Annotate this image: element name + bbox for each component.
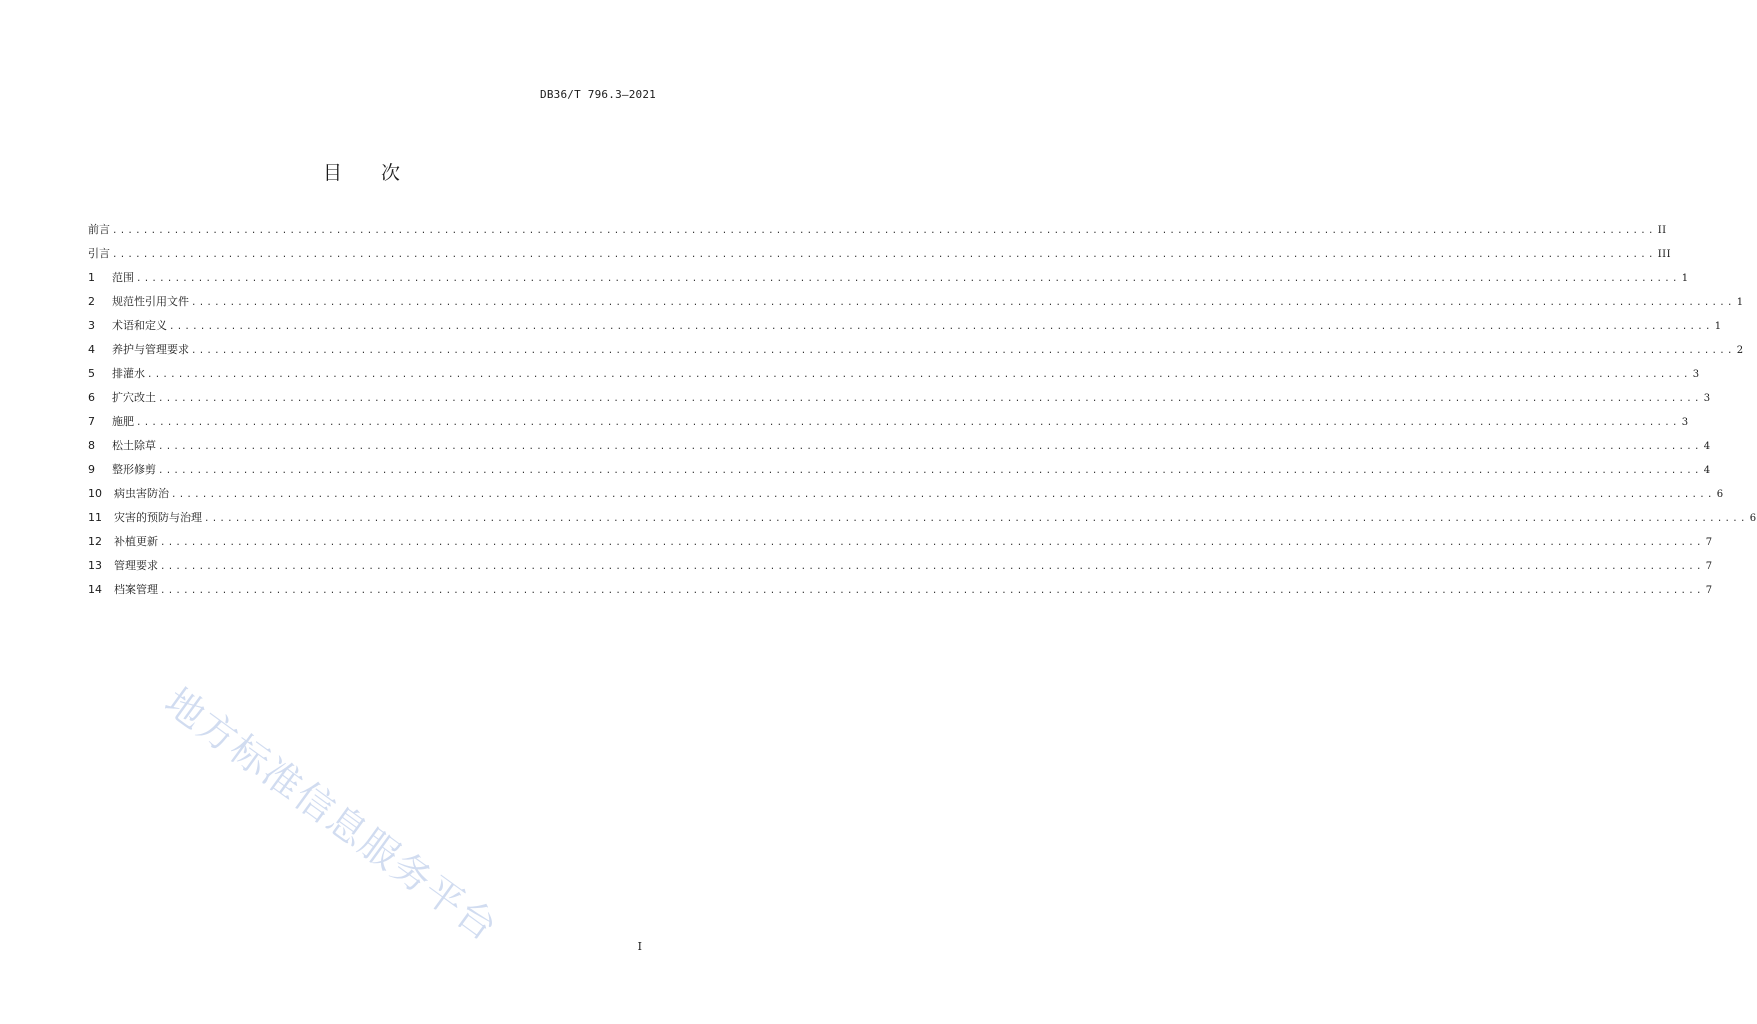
toc-leader-dots: ........................................................................................................................................................................................................	[160, 586, 1704, 596]
toc-entry-number: 6	[88, 391, 95, 404]
toc-entry-label: 灾害的预防与治理	[114, 511, 202, 524]
toc-entry-page: 6	[1749, 513, 1757, 524]
toc-leader-dots: ........................................................................................................................................................................................................	[158, 394, 1702, 404]
toc-entry-page: 1	[1714, 321, 1722, 332]
toc-leader-dots: ........................................................................................................................................................................................................	[147, 370, 1691, 380]
toc-entry-label: 养护与管理要求	[112, 343, 189, 356]
toc-entry-number: 3	[88, 319, 95, 332]
toc-entry-label: 排灌水	[112, 367, 145, 380]
toc-entry[interactable]	[88, 338, 1744, 362]
toc-entry[interactable]	[88, 554, 1713, 578]
toc-entry-label: 松土除草	[112, 439, 156, 452]
document-code: DB36/T 796.3—2021	[540, 88, 656, 101]
toc-leader-dots: ........................................................................................................................................................................................................	[169, 322, 1713, 332]
toc-entry-number: 14	[88, 583, 102, 596]
toc-entry[interactable]	[88, 578, 1713, 602]
toc-entry-number: 2	[88, 295, 95, 308]
toc-entry-number: 1	[88, 271, 95, 284]
toc-entry[interactable]	[88, 434, 1711, 458]
toc-entry-label: 施肥	[112, 415, 134, 428]
title-char-1: 目	[322, 162, 343, 184]
toc-entry-label: 前言	[88, 223, 110, 236]
toc-entry-number: 7	[88, 415, 95, 428]
toc-entry-number: 12	[88, 535, 102, 548]
toc-entry-label: 病虫害防治	[114, 487, 169, 500]
toc-entry-label: 管理要求	[114, 559, 158, 572]
toc-entry[interactable]	[88, 386, 1711, 410]
toc-leader-dots: ........................................................................................................................................................................................................	[158, 466, 1702, 476]
toc-entry-page: 7	[1705, 585, 1713, 596]
title-char-2: 次	[381, 162, 402, 184]
toc-entry-page: 4	[1703, 441, 1711, 452]
toc-entry-page: 7	[1705, 537, 1713, 548]
toc-leader-dots: ........................................................................................................................................................................................................	[191, 298, 1735, 308]
toc-entry-label: 规范性引用文件	[112, 295, 189, 308]
toc-entry-label: 扩穴改土	[112, 391, 156, 404]
toc-entry-number: 13	[88, 559, 102, 572]
toc-entry[interactable]	[88, 530, 1713, 554]
toc-entry-label: 范围	[112, 271, 134, 284]
toc-entry[interactable]	[88, 482, 1724, 506]
toc-entry-label: 引言	[88, 247, 110, 260]
toc-entry-label: 整形修剪	[112, 463, 156, 476]
toc-leader-dots: ........................................................................................................................................................................................................	[171, 490, 1715, 500]
page-number: I	[637, 940, 642, 953]
page-title	[0, 158, 724, 185]
toc-entry[interactable]	[88, 242, 1672, 266]
toc-leader-dots: ........................................................................................................................................................................................................	[136, 274, 1680, 284]
toc-entry-page: 1	[1736, 297, 1744, 308]
toc-entry-page: 1	[1681, 273, 1689, 284]
toc-entry[interactable]	[88, 218, 1667, 242]
toc-entry[interactable]	[88, 290, 1744, 314]
toc-entry-label: 补植更新	[114, 535, 158, 548]
toc-entry-page: 2	[1736, 345, 1744, 356]
toc-entry-number: 5	[88, 367, 95, 380]
toc-entry-page: 3	[1681, 417, 1689, 428]
toc-entry-number: 10	[88, 487, 102, 500]
toc-entry-number: 4	[88, 343, 95, 356]
toc-leader-dots: ........................................................................................................................................................................................................	[158, 442, 1702, 452]
table-of-contents	[88, 218, 1757, 602]
toc-entry-page: 3	[1692, 369, 1700, 380]
toc-entry[interactable]	[88, 506, 1757, 530]
toc-entry-page: 7	[1705, 561, 1713, 572]
toc-entry-page: 6	[1716, 489, 1724, 500]
toc-entry-page: II	[1657, 225, 1667, 236]
toc-entry-number: 11	[88, 511, 102, 524]
toc-leader-dots: ........................................................................................................................................................................................................	[136, 418, 1680, 428]
toc-entry[interactable]	[88, 410, 1689, 434]
toc-entry[interactable]	[88, 458, 1711, 482]
toc-entry-page: 3	[1703, 393, 1711, 404]
toc-entry-page: III	[1657, 249, 1672, 260]
toc-leader-dots: ........................................................................................................................................................................................................	[191, 346, 1735, 356]
toc-entry-page: 4	[1703, 465, 1711, 476]
toc-entry[interactable]	[88, 362, 1700, 386]
toc-leader-dots: ........................................................................................................................................................................................................	[160, 538, 1704, 548]
toc-leader-dots: ........................................................................................................................................................................................................	[112, 226, 1656, 236]
toc-leader-dots: ........................................................................................................................................................................................................	[112, 250, 1656, 260]
toc-leader-dots: ........................................................................................................................................................................................................	[160, 562, 1704, 572]
toc-entry[interactable]	[88, 266, 1689, 290]
toc-entry-label: 术语和定义	[112, 319, 167, 332]
toc-leader-dots: ........................................................................................................................................................................................................	[204, 514, 1748, 524]
toc-entry-label: 档案管理	[114, 583, 158, 596]
watermark: 地方标准信息服务平台	[156, 679, 507, 951]
toc-entry-number: 8	[88, 439, 95, 452]
toc-entry[interactable]	[88, 314, 1722, 338]
toc-entry-number: 9	[88, 463, 95, 476]
